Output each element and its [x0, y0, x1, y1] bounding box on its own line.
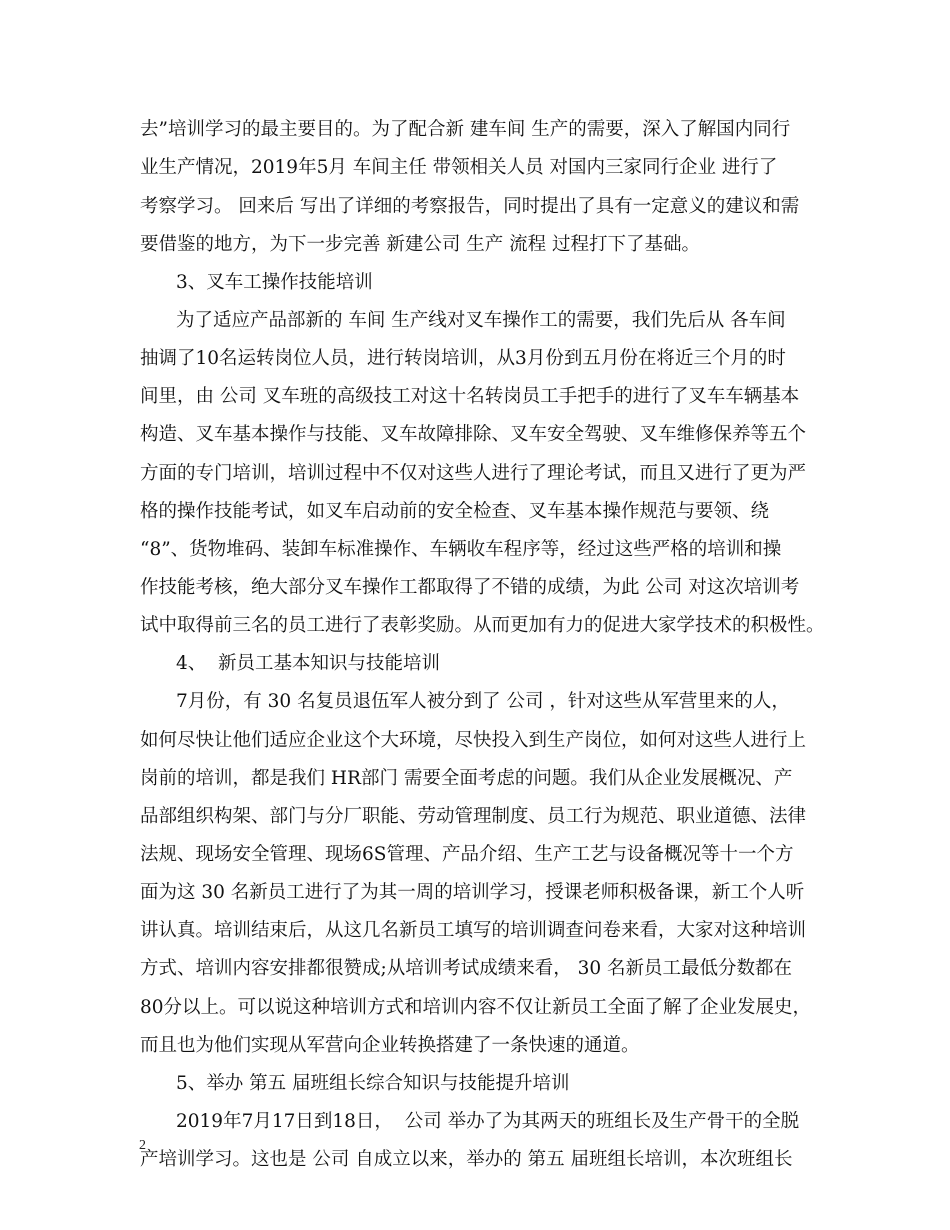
- body-text-line: 岗前的培训，都是我们 HR部门 需要全面考虑的问题。我们从企业发展概况、产: [140, 768, 793, 789]
- body-text-line: 面为这 30 名新员工进行了为其一周的培训学习，授课老师积极备课，新工个人听: [140, 882, 805, 903]
- body-text-line: 如何尽快让他们适应企业这个大环境，尽快投入到生产岗位，如何对这些人进行上: [140, 730, 807, 751]
- body-text-line: 格的操作技能考试，如叉车启动前的安全检查、叉车基本操作规范与要领、绕: [140, 501, 770, 522]
- page-number: 2: [139, 1138, 146, 1153]
- section-heading: 5、举办 第五 届班组长综合知识与技能提升培训: [176, 1073, 570, 1094]
- body-text-line: 作技能考核，绝大部分叉车操作工都取得了不错的成绩，为此 公司 对这次培训考: [140, 577, 800, 598]
- body-text-line: 产培训学习。这也是 公司 自成立以来，举办的 第五 届班组长培训，本次班组长: [140, 1149, 793, 1170]
- body-text-line: 7月份，有 30 名复员退伍军人被分到了 公司 ，针对这些从军营里来的人，: [176, 691, 790, 712]
- body-text-line: 要借鉴的地方，为下一步完善 新建公司 生产 流程 过程打下了基础。: [140, 234, 701, 255]
- body-text-line: 试中取得前三名的员工进行了表彰奖励。从而更加有力的促进大家学技术的积极性。: [140, 615, 825, 636]
- body-text-line: 方式、培训内容安排都很赞成;从培训考试成绩来看， 30 名新员工最低分数都在: [140, 958, 793, 979]
- body-text-line: 去”培训学习的最主要目的。为了配合新 建车间 生产的需要，深入了解国内同行: [140, 119, 791, 140]
- body-text-line: 讲认真。培训结束后，从这几名新员工填写的培训调查问卷来看，大家对这种培训: [140, 920, 807, 941]
- body-text-line: 而且也为他们实现从军营向企业转换搭建了一条快速的通道。: [140, 1035, 640, 1056]
- body-text-line: “8”、货物堆码、装卸车标准操作、车辆收车程序等，经过这些严格的培训和操: [140, 539, 782, 560]
- section-heading: 4、 新员工基本知识与技能培训: [176, 653, 441, 674]
- body-text-line: 业生产情况，2019年5月 车间主任 带领相关人员 对国内三家同行企业 进行了: [140, 157, 778, 178]
- body-text-line: 抽调了10名运转岗位人员，进行转岗培训，从3月份到五月份在将近三个月的时: [140, 348, 786, 369]
- body-text-line: 方面的专门培训，培训过程中不仅对这些人进行了理论考试，而且又进行了更为严: [140, 463, 807, 484]
- body-text-line: 法规、现场安全管理、现场6S管理、产品介绍、生产工艺与设备概况等十一个方: [140, 844, 794, 865]
- section-heading: 3、叉车工操作技能培训: [176, 272, 373, 293]
- body-text-line: 为了适应产品部新的 车间 生产线对叉车操作工的需要，我们先后从 各车间: [176, 310, 786, 331]
- body-text-line: 间里，由 公司 叉车班的高级技工对这十名转岗员工手把手的进行了叉车车辆基本: [140, 386, 800, 407]
- body-text-line: 考察学习。 回来后 写出了详细的考察报告，同时提出了具有一定意义的建议和需: [140, 196, 800, 217]
- body-text-line: 品部组织构架、部门与分厂职能、劳动管理制度、员工行为规范、职业道德、法律: [140, 806, 807, 827]
- body-text-line: 2019年7月17日到18日， 公司 举办了为其两天的班组长及生产骨干的全脱: [176, 1111, 800, 1132]
- body-text-line: 构造、叉车基本操作与技能、叉车故障排除、叉车安全驾驶、叉车维修保养等五个: [140, 424, 807, 445]
- body-text-line: 80分以上。可以说这种培训方式和培训内容不仅让新员工全面了解了企业发展史，: [140, 997, 812, 1018]
